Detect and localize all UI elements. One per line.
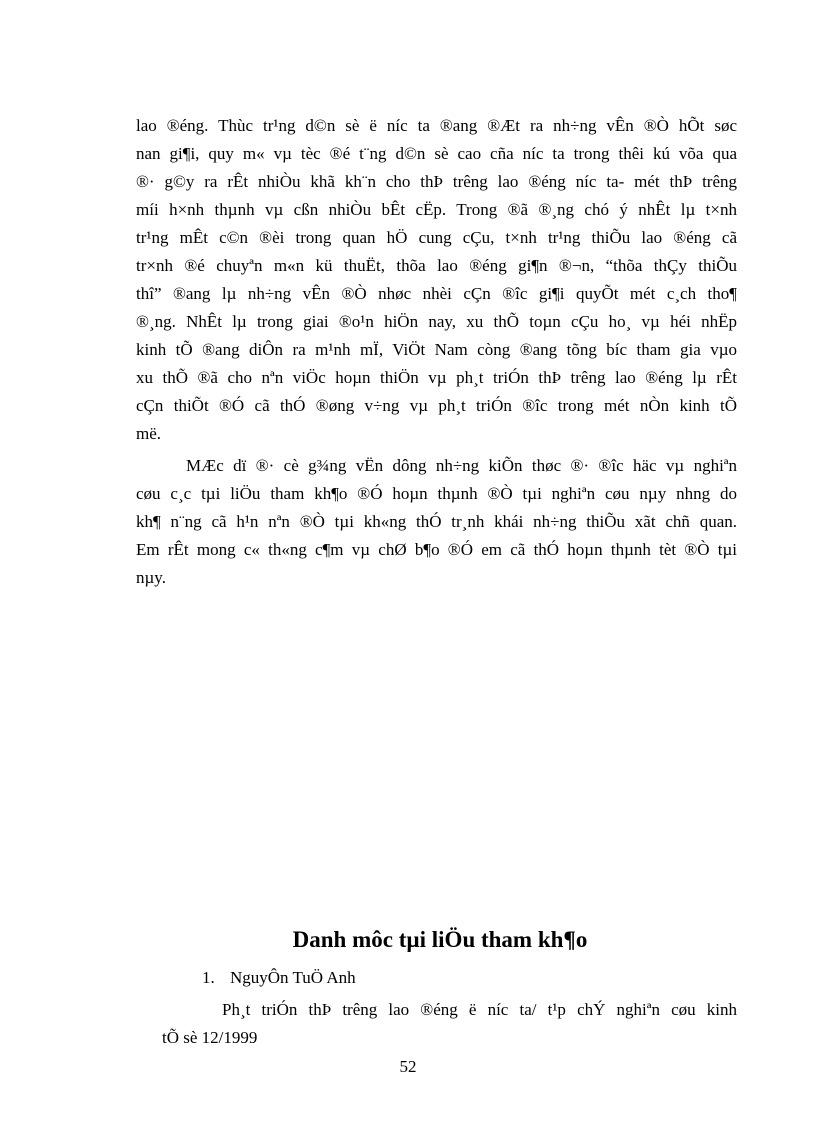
text-line: nan gi¶i, quy m« vµ tèc ®é t¨ng d©n sè cao cña níc ta trong thêi kú võa qua bbox=[136, 144, 737, 163]
text-line: Em rÊt mong c« th«ng c¶m vµ chØ b¶o ®Ó em cã thÓ hoµn thµnh tèt ®Ò tµi bbox=[136, 540, 737, 559]
text-line: ®· g©y ra rÊt nhiÒu khã kh¨n cho thÞ trêng lao ®éng níc ta- mét thÞ trêng bbox=[136, 172, 737, 191]
page-number: 52 bbox=[399, 1057, 417, 1076]
text-line: lao ®éng. Thùc tr¹ng d©n sè ë níc ta ®ang ®Æt ra nh÷ng vÊn ®Ò hÕt søc bbox=[136, 116, 737, 135]
text-line: kinh tÕ ®ang diÔn ra m¹nh mÏ, ViÖt Nam còng ®ang tõng bíc tham gia vµo bbox=[136, 340, 737, 359]
text-line: MÆc dï ®· cè g¾ng vËn dông nh÷ng kiÕn thøc ®· ®îc häc vµ nghiªn bbox=[186, 456, 737, 475]
reference-title-line: Ph¸t triÓn thÞ trêng lao ®éng ë níc ta/ t¹p chÝ nghiªn cøu kinh bbox=[222, 1000, 737, 1019]
text-line: cÇn thiÕt ®Ó cã thÓ ®øng v÷ng vµ ph¸t triÓn ®îc trong mét nÒn kinh tÕ bbox=[136, 396, 737, 415]
text-line: tr×nh ®é chuyªn m«n kü thuËt, thõa lao ®éng gi¶n ®¬n, “thõa thÇy thiÕu bbox=[136, 256, 737, 275]
reference-author: NguyÔn TuÖ Anh bbox=[230, 968, 356, 987]
text-line: thî” ®ang lµ nh÷ng vÊn ®Ò nhøc nhèi cÇn ®îc gi¶i quyÕt mét c¸ch tho¶ bbox=[136, 284, 737, 303]
text-line: nµy. bbox=[136, 568, 166, 587]
text-line: më. bbox=[136, 424, 162, 443]
reference-title-line: tÕ sè 12/1999 bbox=[162, 1028, 258, 1047]
reference-item-author bbox=[202, 964, 356, 991]
text-line: tr¹ng mÊt c©n ®èi trong quan hÖ cung cÇu, t×nh tr¹ng thiÕu lao ®éng cã bbox=[136, 228, 737, 247]
text-line: ®¸ng. NhÊt lµ trong giai ®o¹n hiÖn nay, xu thÕ toµn cÇu ho¸ vµ héi nhËp bbox=[136, 312, 737, 331]
text-line: kh¶ n¨ng cã h¹n nªn ®Ò tµi kh«ng thÓ tr¸nh khái nh÷ng thiÕu xãt chñ quan. bbox=[136, 512, 737, 531]
text-line: xu thÕ ®ã cho nªn viÖc hoµn thiÖn vµ ph¸t triÓn thÞ trêng lao ®éng lµ rÊt bbox=[136, 368, 737, 387]
text-line: míi h×nh thµnh vµ cßn nhiÒu bÊt cËp. Trong ®ã ®¸ng chó ý nhÊt lµ t×nh bbox=[136, 200, 737, 219]
references-title: Danh môc tµi liÖu tham kh¶o bbox=[292, 927, 588, 952]
reference-number: 1. bbox=[202, 968, 215, 987]
text-line: cøu c¸c tµi liÖu tham kh¶o ®Ó hoµn thµnh ®Ò tµi nghiªn cøu nµy nhng do bbox=[136, 484, 737, 503]
